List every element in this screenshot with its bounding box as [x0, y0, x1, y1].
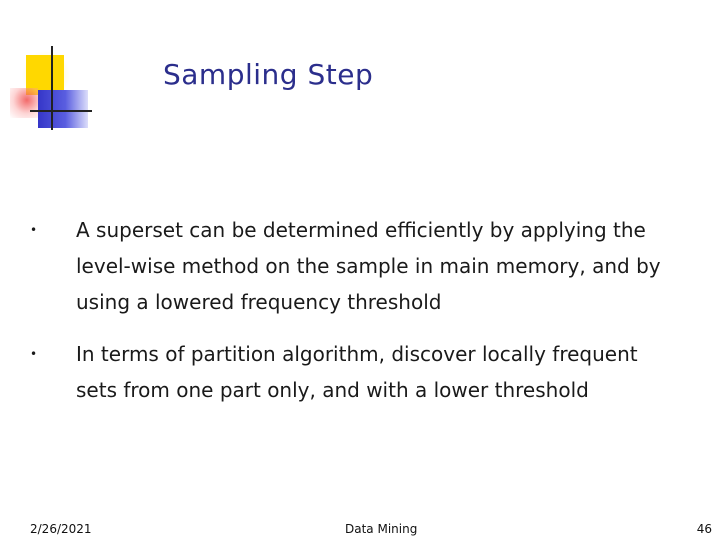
decorative-logo-icon	[0, 0, 100, 140]
footer-title: Data Mining	[345, 522, 418, 536]
bullet-text: A superset can be determined efficiently by applying the level-wise method on the sample in main memory, and by using a lowered frequency threshold	[76, 218, 661, 314]
footer-date: 2/26/2021	[30, 522, 92, 536]
slide-title: Sampling Step	[163, 58, 374, 91]
logo-horizontal-line	[30, 110, 92, 112]
logo-red-square	[10, 88, 38, 118]
logo-vertical-line	[51, 46, 53, 130]
bullet-item	[30, 336, 670, 408]
bullet-marker: •	[30, 347, 38, 361]
bullet-text: In terms of partition algorithm, discover locally frequent sets from one part only, and with a lower threshold	[76, 342, 638, 402]
bullet-marker: •	[30, 223, 38, 237]
bullet-item	[30, 212, 670, 320]
logo-blue-square	[38, 90, 88, 128]
bullet-list	[30, 212, 670, 424]
footer-page-number: 46	[696, 522, 712, 536]
